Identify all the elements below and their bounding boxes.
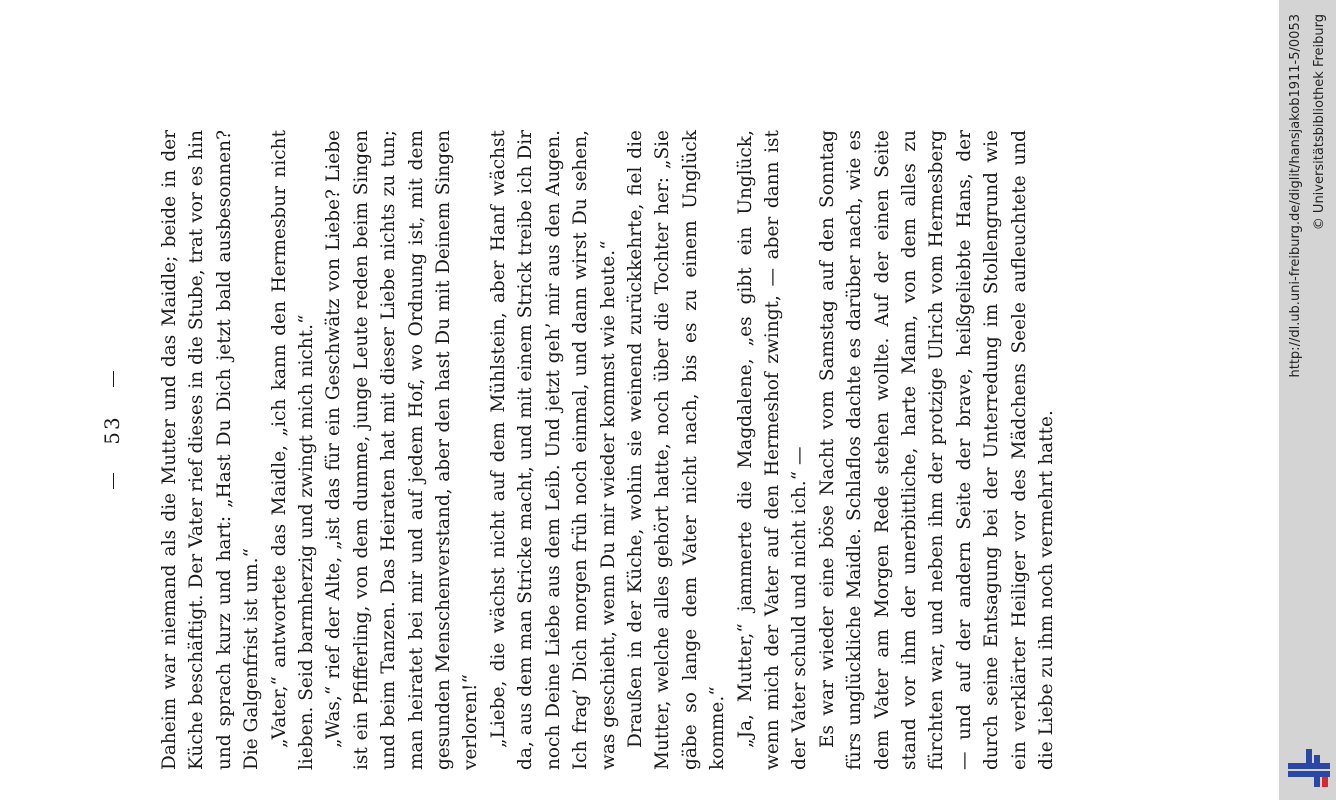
paragraph: „Ja, Mutter,“ jammerte die Magdalene, „es gibt ein Unglück, wenn mich der Vater auf den Hermeshof zwingt, — aber dann ist der Vater schuld und nicht ich.“ — <box>734 130 811 770</box>
source-url-link[interactable]: http://dl.ub.uni-freiburg.de/diglit/hansjakob1911-5/0053 <box>1288 14 1303 378</box>
body-text <box>156 130 1060 770</box>
paragraph: Draußen in der Küche, wohin sie weinend zurückkehrte, fiel die Mutter, welche alles gehört hatte, noch über die Tochter her: „Sie gäbe so lange dem Vater nicht nach, bis es zu einem Unglück komme.“ <box>624 130 729 770</box>
paragraph: „Was,“ rief der Alte, „ist das für ein Geschwätz von Liebe? Liebe ist ein Pfifferling, von dem dumme, junge Leute reden beim Singen und beim Tanzen. Das Heiraten hat mit dieser Liebe nichts zu tun; man heiratet bei mir und auf jedem Hof, wo Ordnung ist, mit dem gesunden Menschenverstand, aber den hast Du mit Deinem Singen verloren!“ <box>323 130 482 770</box>
header-dash-left <box>113 473 114 489</box>
page-number: 53 <box>100 415 124 445</box>
page-header <box>100 90 140 770</box>
paragraph: Daheim war niemand als die Mutter und das Maidle; beide in der Küche beschäftigt. Der Vater rief dieses in die Stube, trat vor es hin und sprach kurz und hart: „Hast Du Dich jetzt bald ausbesonnen? Die Galgenfrist ist um.“ <box>159 130 263 770</box>
ub-freiburg-logo-icon <box>1288 745 1330 789</box>
header-dash-right <box>113 371 114 387</box>
paragraph: Es war wieder eine böse Nacht vom Samstag auf den Sonntag fürs unglückliche Maidle. Schlaflos dachte es darüber nach, wie es dem Vater am Morgen Rede stehen wollte. Auf der einen Seite stand vor ihm der unerbittliche, harte Mann, von dem alles zu fürchten war, und neben ihm der protzige Ulrich vom Hermesberg — und auf der andern Seite der brave, heißgeliebte Hans, der durch seine Entsagung bei der Unterredung im Stollengrund wie ein verklärter Heiliger vor des Mädchens Seele aufleuchtete und die Liebe zu ihm noch vermehrt hatte. <box>816 130 1057 770</box>
paragraph: „Liebe, die wächst nicht auf dem Mühlstein, aber Hanf wächst da, aus dem man Stricke macht, und mit einem Strick treibe ich Dir noch Deine Liebe aus dem Leib. Und jetzt geh’ mir aus den Augen. Ich frag’ Dich morgen früh noch einmal, und dann wirst Du sehen, was geschieht, wenn Du mir wieder kommst wie heute.“ <box>487 130 619 770</box>
copyright-notice: © Universitätsbibliothek Freiburg <box>1312 14 1327 231</box>
scanned-page <box>100 90 1100 770</box>
paragraph: „Vater,“ antwortete das Maidle, „ich kann den Hermesbur nicht lieben. Seid barmherzig und zwingt mich nicht.“ <box>268 130 318 770</box>
